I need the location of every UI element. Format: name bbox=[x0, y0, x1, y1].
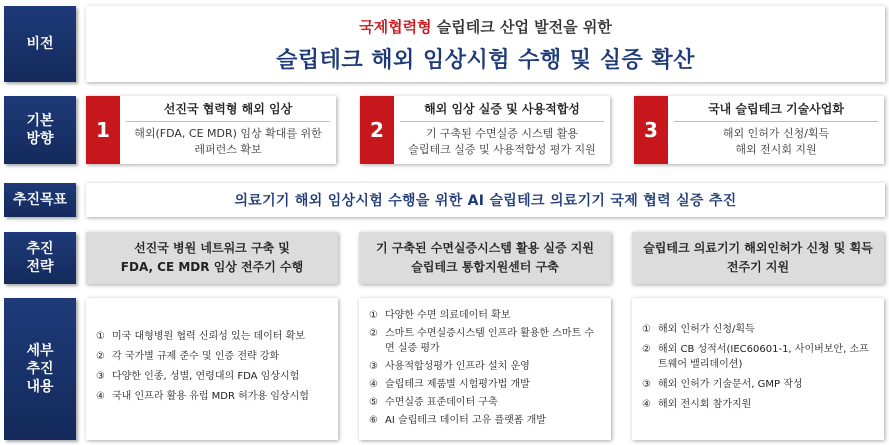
row-label-direction: 기본 방향 bbox=[4, 96, 76, 164]
goal-panel: 의료기기 해외 임상시험 수행을 위한 AI 슬립테크 의료기기 국제 협력 실증 추진 bbox=[86, 183, 885, 217]
direction-card-2 bbox=[360, 96, 610, 164]
direction-title: 국내 슬립테크 기술사업화 bbox=[674, 100, 878, 122]
detail-item: ② 해외 CB 성적서(IEC60601-1, 사이버보안, 소프트웨어 밸리데이션) bbox=[642, 343, 869, 370]
direction-description: 해외 인허가 신청/획득 해외 전시회 지원 bbox=[722, 127, 830, 156]
row-label-vision: 비전 bbox=[4, 6, 76, 82]
strategy-card-2: 기 구축된 수면실증시스템 활용 실증 지원 슬립테크 통합지원센터 구축 bbox=[359, 232, 611, 284]
detail-item: ① 해외 인허가 신청/획득 bbox=[642, 323, 755, 335]
strategy-card-1: 선진국 병원 네트워크 구축 및 FDA, CE MDR 임상 전주기 수행 bbox=[86, 232, 338, 284]
vision-subtitle bbox=[86, 16, 885, 37]
vision-title: 슬립테크 해외 임상시험 수행 및 실증 확산 bbox=[276, 48, 695, 73]
strategy-card-3: 슬립테크 의료기기 해외인허가 신청 및 획득 전주기 지원 bbox=[632, 232, 884, 284]
detail-item: ⑥ AI 슬립테크 데이터 고유 플랫폼 개발 bbox=[369, 414, 546, 426]
row-label-details: 세부 추진 내용 bbox=[4, 298, 76, 440]
detail-card-2 bbox=[359, 298, 611, 440]
row-label-goal: 추진목표 bbox=[4, 183, 76, 217]
detail-card-1 bbox=[86, 298, 338, 440]
detail-item: ① 다양한 수면 의료데이터 확보 bbox=[369, 309, 511, 321]
detail-item: ① 미국 대형병원 협력 신뢰성 있는 데이터 확보 bbox=[96, 331, 305, 342]
direction-card-3 bbox=[634, 96, 884, 164]
direction-description: 기 구축된 수면실증 시스템 활용 슬립테크 실증 및 사용적합성 평가 지원 bbox=[408, 127, 596, 156]
direction-description: 해외(FDA, CE MDR) 임상 확대를 위한 레퍼런스 확보 bbox=[134, 127, 322, 156]
detail-item: ③ 사용적합성평가 인프라 설치 운영 bbox=[369, 360, 530, 372]
vision-subtitle-accent: 국제협력형 bbox=[359, 18, 432, 36]
detail-card-3 bbox=[632, 298, 884, 440]
detail-item: ④ 슬립테크 제품별 시험평가법 개발 bbox=[369, 378, 530, 390]
detail-item: ③ 다양한 인종, 성별, 연령대의 FDA 임상시험 bbox=[96, 371, 300, 382]
vision-subtitle-rest: 슬립테크 산업 발전을 위한 bbox=[431, 18, 612, 36]
direction-number: 1 bbox=[86, 96, 120, 164]
detail-item: ② 스마트 수면실증시스템 인프라 활용한 스마트 수면 실증 평가 bbox=[369, 327, 595, 354]
direction-title: 해외 임상 실증 및 사용적합성 bbox=[400, 100, 604, 122]
row-label-strategy: 추진 전략 bbox=[4, 232, 76, 284]
direction-number: 2 bbox=[360, 96, 394, 164]
detail-item: ④ 국내 인프라 활용 유럽 MDR 허가용 임상시험 bbox=[96, 391, 309, 402]
vision-panel bbox=[86, 6, 885, 82]
detail-item: ② 각 국가별 규제 준수 및 인증 전략 강화 bbox=[96, 351, 280, 362]
detail-item: ③ 해외 인허가 기술문서, GMP 작성 bbox=[642, 378, 803, 390]
detail-item: ④ 해외 전시회 참가지원 bbox=[642, 398, 752, 410]
detail-item: ⑤ 수면실증 표준데이터 구축 bbox=[369, 396, 498, 408]
direction-title: 선진국 협력형 해외 임상 bbox=[126, 100, 330, 122]
direction-number: 3 bbox=[634, 96, 668, 164]
direction-card-1 bbox=[86, 96, 336, 164]
